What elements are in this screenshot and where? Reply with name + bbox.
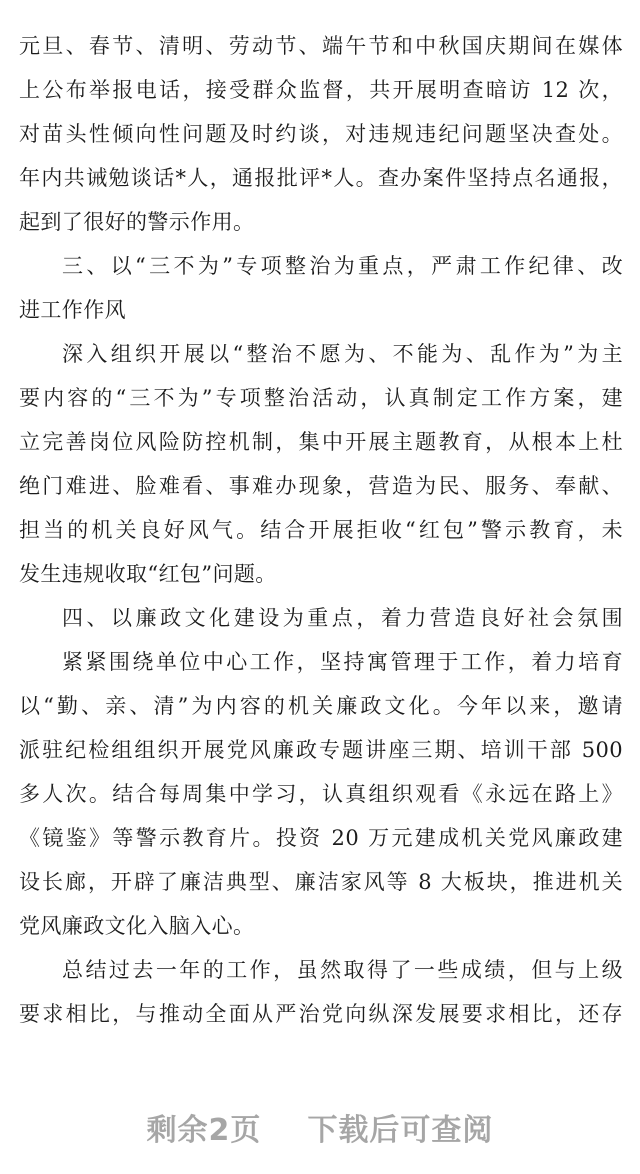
text-line: 年内共诫勉谈话*人，通报批评*人。查办案件坚持点名通报， [19,166,623,190]
remaining-pages-label: 剩余2页 [146,1113,262,1148]
text-line: 要求相比，与推动全面从严治党向纵深发展要求相比，还存 [19,1002,623,1026]
text-line: 派驻纪检组组织开展党风廉政专题讲座三期、培训干部 500 [19,738,623,762]
text-line: 总结过去一年的工作，虽然取得了一些成绩，但与上级 [62,958,623,982]
download-prompt-link[interactable]: 下载后可查阅 [307,1113,494,1148]
text-line: 设长廊，开辟了廉洁典型、廉洁家风等 8 大板块，推进机关 [19,870,623,894]
section-heading: 四、以廉政文化建设为重点，着力营造良好社会氛围 [62,606,623,630]
text-line: 元旦、春节、清明、劳动节、端午节和中秋国庆期间在媒体 [19,34,623,58]
text-line: 多人次。结合每周集中学习，认真组织观看《永远在路上》 [19,782,623,806]
text-line: 上公布举报电话，接受群众监督，共开展明查暗访 12 次， [19,78,623,102]
text-line: 紧紧围绕单位中心工作，坚持寓管理于工作，着力培育 [62,650,623,674]
text-line: 发生违规收取“红包”问题。 [19,562,277,586]
text-line: 深入组织开展以“整治不愿为、不能为、乱作为”为主 [62,342,623,366]
section-heading: 三、以“三不为”专项整治为重点，严肃工作纪律、改 [62,254,623,278]
text-line: 《镜鉴》等警示教育片。投资 20 万元建成机关党风廉政建 [19,826,623,850]
text-line: 担当的机关良好风气。结合开展拒收“红包”警示教育，未 [19,518,623,542]
text-line: 要内容的“三不为”专项整治活动，认真制定工作方案，建 [19,386,623,410]
text-line: 以“勤、亲、清”为内容的机关廉政文化。今年以来，邀请 [19,694,623,718]
text-line: 党风廉政文化入脑入心。 [19,914,255,938]
section-heading: 进工作作风 [19,298,126,322]
text-line: 绝门难进、脸难看、事难办现象，营造为民、服务、奉献、 [19,474,623,498]
text-line: 立完善岗位风险防控机制，集中开展主题教育，从根本上杜 [19,430,623,454]
text-line: 对苗头性倾向性问题及时约谈，对违规违纪问题坚决查处。 [19,122,623,146]
download-banner[interactable] [0,1080,640,1174]
text-line: 起到了很好的警示作用。 [19,210,255,234]
